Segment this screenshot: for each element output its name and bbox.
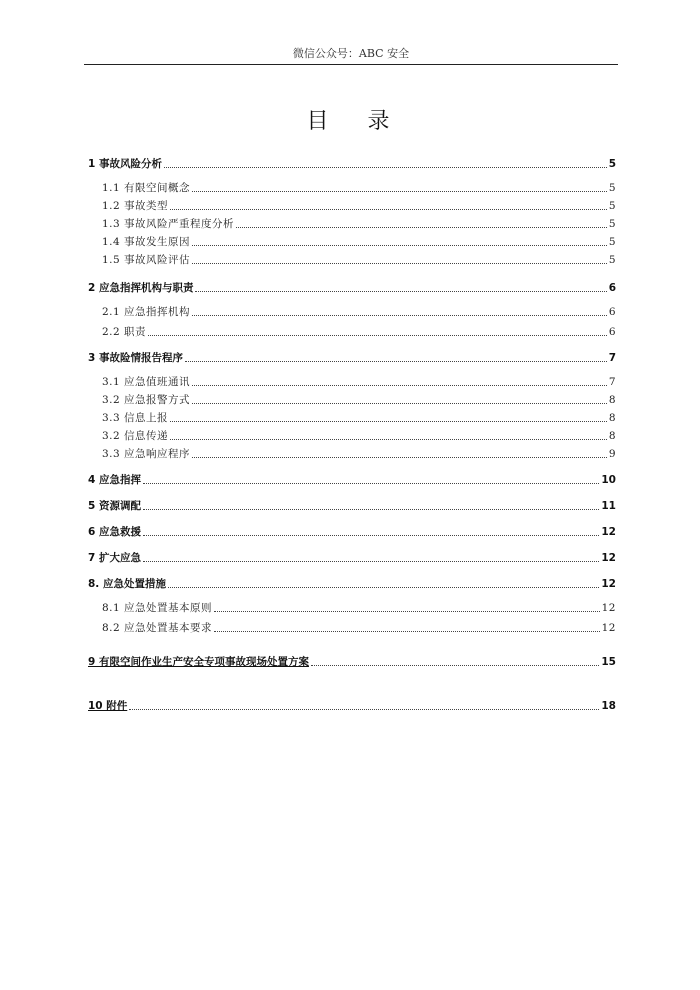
dot-leader	[192, 315, 607, 316]
dot-leader	[170, 439, 607, 440]
toc-entry-label: 1.2 事故类型	[102, 200, 169, 212]
toc-entry-page: 7	[608, 352, 616, 364]
toc-entry-3-4[interactable]	[88, 428, 616, 444]
toc-entry-label: 3.2 应急报警方式	[102, 394, 191, 406]
toc-entry-page: 6	[608, 306, 616, 318]
toc-entry-page: 11	[601, 500, 616, 512]
dot-leader	[129, 709, 599, 710]
dot-leader	[192, 263, 607, 264]
dot-leader	[164, 167, 607, 168]
toc-entry-label: 3.3 应急响应程序	[102, 448, 191, 460]
dot-leader	[192, 403, 607, 404]
toc-entry-label: 3.3 信息上报	[102, 412, 169, 424]
toc-entry-1-3[interactable]	[88, 216, 616, 232]
toc-entry-2-2[interactable]	[88, 324, 616, 340]
toc-entry-page: 12	[601, 526, 616, 538]
dot-leader	[192, 191, 607, 192]
toc-entry-label: 8.2 应急处置基本要求	[102, 622, 213, 634]
toc-entry-label: 5 资源调配	[88, 500, 141, 512]
toc-entry-9[interactable]	[88, 654, 616, 670]
toc-entry-label: 9 有限空间作业生产安全专项事故现场处置方案	[88, 656, 309, 668]
toc-entry-label: 8. 应急处置措施	[88, 578, 166, 590]
toc-entry-page: 6	[608, 282, 616, 294]
dot-leader	[236, 227, 607, 228]
toc-entry-page: 12	[601, 602, 616, 614]
toc-entry-3-2[interactable]	[88, 392, 616, 408]
toc-entry-page: 5	[608, 236, 616, 248]
toc-entry-1-2[interactable]	[88, 198, 616, 214]
toc-entry-1-1[interactable]	[88, 180, 616, 196]
toc-entry-label: 2.1 应急指挥机构	[102, 306, 191, 318]
toc-entry-1-5[interactable]	[88, 252, 616, 268]
toc-entry-page: 5	[608, 182, 616, 194]
toc-entry-page: 9	[608, 448, 616, 460]
dot-leader	[170, 209, 607, 210]
dot-leader	[143, 561, 599, 562]
toc-entry-label: 6 应急救援	[88, 526, 141, 538]
toc-entry-page: 12	[601, 552, 616, 564]
toc-entry-label: 10 附件	[88, 700, 128, 712]
dot-leader	[143, 535, 599, 536]
toc-entry-label: 2 应急指挥机构与职责	[88, 282, 194, 294]
toc-entry-page: 12	[601, 578, 616, 590]
toc-entry-5[interactable]	[88, 498, 616, 514]
toc-entry-label: 1.5 事故风险评估	[102, 254, 191, 266]
toc-entry-label: 8.1 应急处置基本原则	[102, 602, 213, 614]
toc-entry-label: 3.1 应急值班通讯	[102, 376, 191, 388]
toc-entry-label: 3.2 信息传递	[102, 430, 169, 442]
dot-leader	[214, 611, 600, 612]
dot-leader	[214, 631, 600, 632]
toc-entry-3[interactable]	[88, 350, 616, 366]
dot-leader	[148, 335, 607, 336]
toc-entry-6[interactable]	[88, 524, 616, 540]
toc-entry-3-3[interactable]	[88, 410, 616, 426]
toc-entry-page: 15	[601, 656, 616, 668]
toc-entry-page: 7	[608, 376, 616, 388]
toc-entry-1[interactable]	[88, 156, 616, 172]
toc-entry-8-2[interactable]	[88, 620, 616, 636]
toc-entry-label: 3 事故险情报告程序	[88, 352, 183, 364]
toc-entry-page: 8	[608, 412, 616, 424]
toc-entry-3-1[interactable]	[88, 374, 616, 390]
toc-title: 目 录	[306, 109, 406, 134]
toc-entry-label: 2.2 职责	[102, 326, 147, 338]
toc-entry-8[interactable]	[88, 576, 616, 592]
dot-leader	[195, 291, 606, 292]
dot-leader	[168, 587, 599, 588]
toc-entry-page: 5	[608, 200, 616, 212]
dot-leader	[143, 509, 599, 510]
toc-entry-page: 12	[601, 622, 616, 634]
toc-entry-page: 10	[601, 474, 616, 486]
toc-entry-page: 5	[608, 158, 616, 170]
dot-leader	[170, 421, 607, 422]
page-header: 微信公众号：ABC 安全	[84, 44, 618, 65]
toc-entry-page: 18	[601, 700, 616, 712]
toc-entry-10[interactable]	[88, 698, 616, 714]
toc-entry-4[interactable]	[88, 472, 616, 488]
dot-leader	[192, 385, 607, 386]
toc-entry-page: 5	[608, 254, 616, 266]
dot-leader	[185, 361, 607, 362]
toc-entry-page: 6	[608, 326, 616, 338]
dot-leader	[143, 483, 599, 484]
toc-entry-page: 8	[608, 430, 616, 442]
toc-entry-label: 1 事故风险分析	[88, 158, 162, 170]
dot-leader	[311, 665, 599, 666]
toc-entry-1-4[interactable]	[88, 234, 616, 250]
toc-entry-label: 4 应急指挥	[88, 474, 141, 486]
toc-entry-2-1[interactable]	[88, 304, 616, 320]
toc-entry-page: 8	[608, 394, 616, 406]
toc-entry-2[interactable]	[88, 280, 616, 296]
toc-entry-label: 1.3 事故风险严重程度分析	[102, 218, 235, 230]
dot-leader	[192, 457, 607, 458]
toc-entry-7[interactable]	[88, 550, 616, 566]
toc-entry-label: 1.1 有限空间概念	[102, 182, 191, 194]
toc-entry-label: 7 扩大应急	[88, 552, 141, 564]
toc-entry-page: 5	[608, 218, 616, 230]
dot-leader	[192, 245, 607, 246]
toc-entry-label: 1.4 事故发生原因	[102, 236, 191, 248]
toc-entry-8-1[interactable]	[88, 600, 616, 616]
toc-entry-3-5[interactable]	[88, 446, 616, 462]
